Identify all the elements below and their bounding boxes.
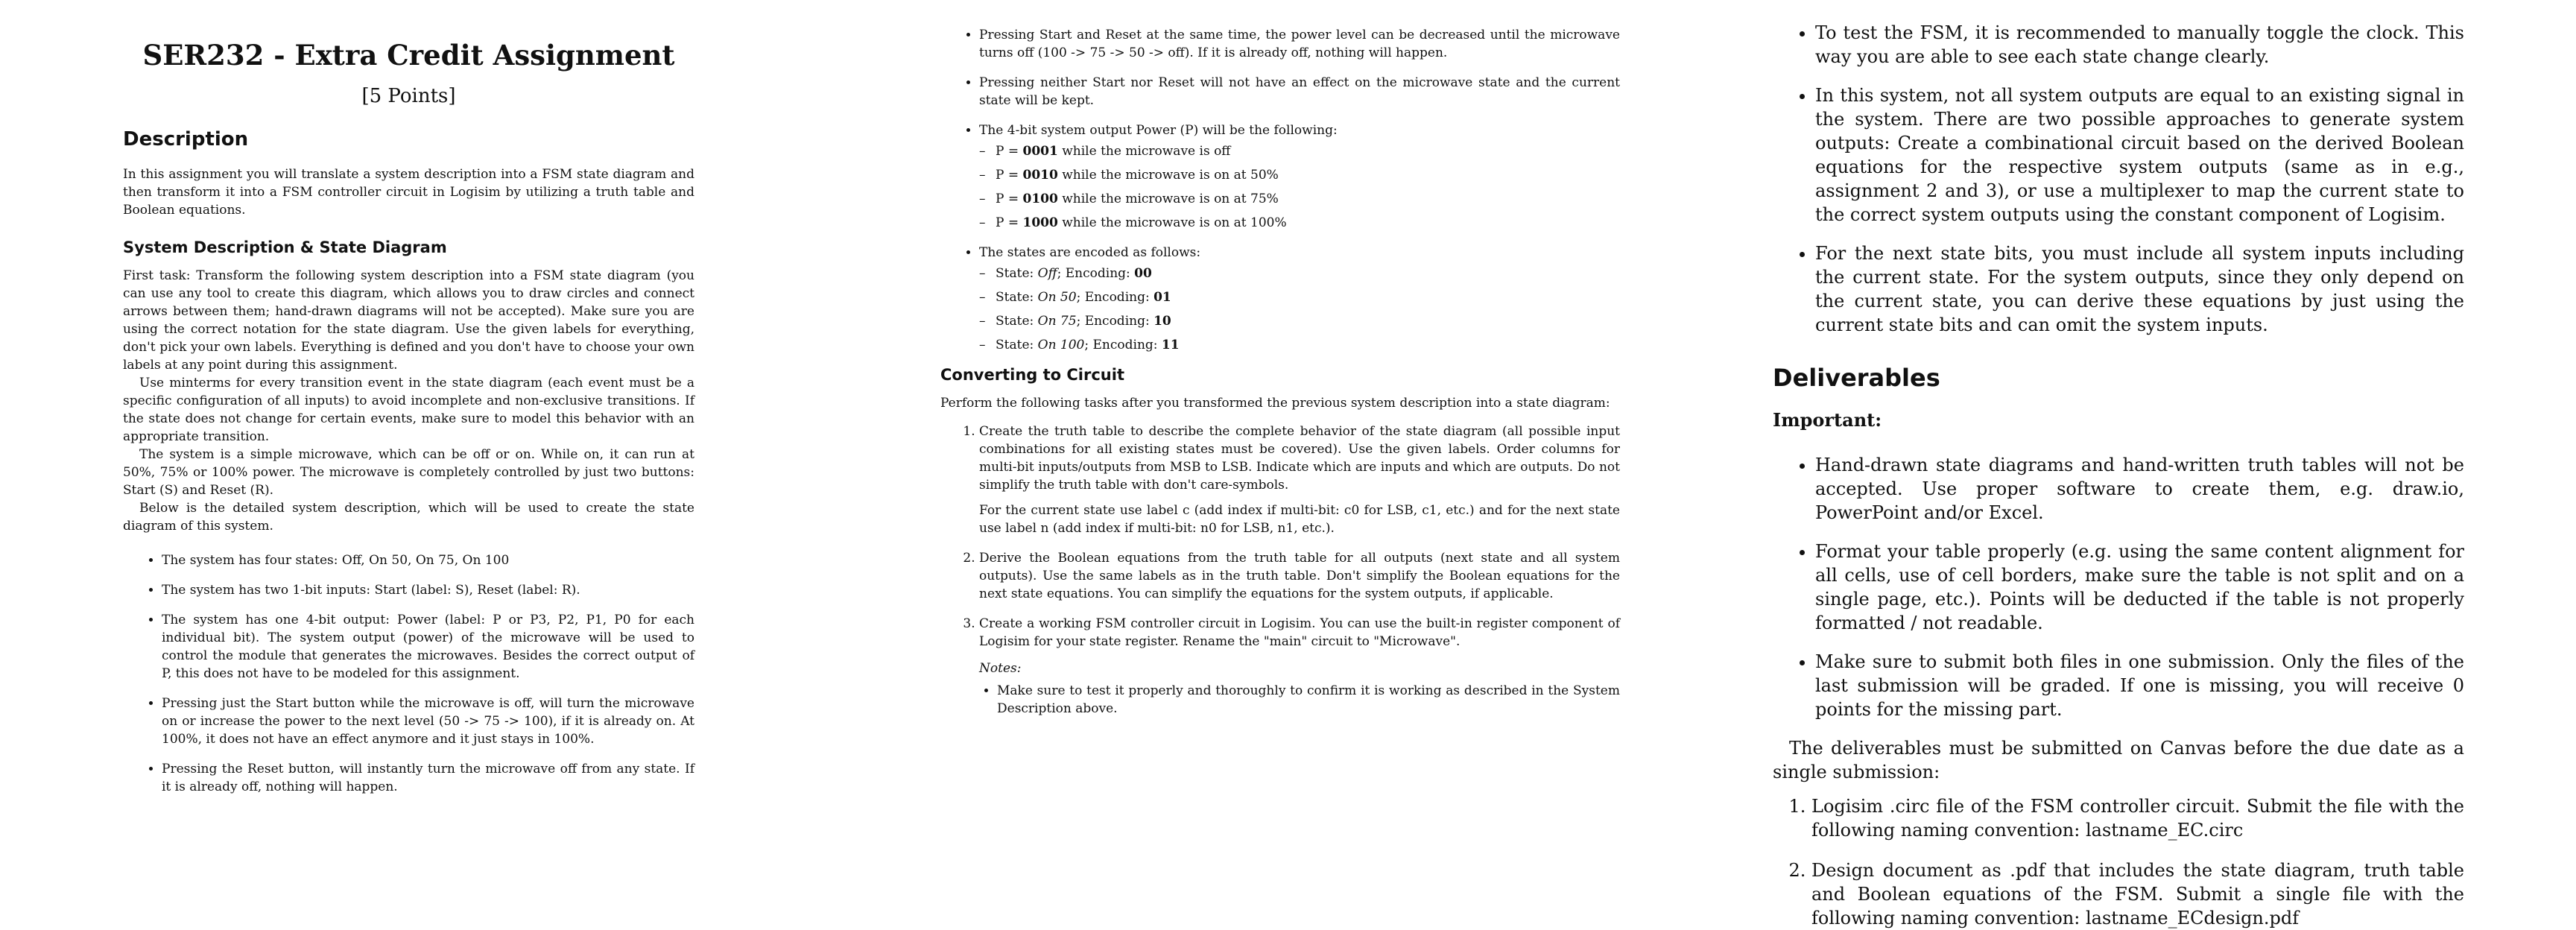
task-subtext: For the current state use label c (add index if multi-bit: c0 for LSB, c1, etc.) and for the next state use label n (add index if multi-bit: n0 for LSB, n1, etc.). [979, 503, 1620, 536]
points-label: [5 Points] [361, 85, 456, 107]
state-item: – State: On 50; Encoding: 01 [996, 288, 1620, 306]
state-encoding: 11 [1161, 338, 1180, 352]
list-item: • The system has one 4-bit output: Power (label: P or P3, P2, P1, P0 for each individual bit). The system output (power) of the microwave will be used to control the module that generates the microwaves. Besides the correct output of P, this does not have to be modeled for this assignment. [162, 611, 694, 683]
important-list [1773, 453, 2464, 721]
task-text: Create the truth table to describe the complete behavior of the state diagram (all possible input combinations for all existing states must be covered). Use the given labels. Order columns for multi-bit inputs/outputs from MSB to LSB. Indicate which are inputs and which are outputs. Do not simplify the truth table with don't care-symbols. [979, 424, 1620, 493]
page-2 [858, 0, 1717, 876]
page-3 [1717, 0, 2576, 929]
list-item: • The system has two 1-bit inputs: Start (label: S), Reset (label: R). [162, 581, 694, 599]
list-item: • Pressing neither Start nor Reset will not have an effect on the microwave state and the current state will be kept. [979, 74, 1620, 110]
state-item: – State: On 100; Encoding: 11 [996, 336, 1620, 354]
state-item: – State: Off; Encoding: 00 [996, 265, 1620, 282]
list-item: • Make sure to submit both files in one submission. Only the files of the last submission will be graded. If one is missing, you will receive 0 points for the missing part. [1815, 650, 2464, 721]
output-code: 0001 [1022, 144, 1058, 159]
output-item: – P = 0001 while the microwave is off [996, 142, 1620, 160]
output-item: – P = 0010 while the microwave is on at 50% [996, 166, 1620, 184]
output-item: – P = 0100 while the microwave is on at 75% [996, 190, 1620, 208]
task-item [979, 615, 1620, 718]
paragraph: First task: Transform the following system description into a FSM state diagram (you can use any tool to create this diagram, which allows you to draw circles and connect arrows between them; hand-drawn diagrams will not be accepted). Make sure you are using the correct notation for the state diagram. Use the given labels for everything, don't pick your own labels. Everything is defined and you don't have to choose your own labels at any point during this assignment. [123, 268, 694, 373]
deliverables-heading: Deliverables [1773, 364, 1940, 392]
note-item: • To test the FSM, it is recommended to manually toggle the clock. This way you are able to see each state change clearly. [1815, 21, 2464, 69]
state-name: On 50 [1037, 290, 1077, 305]
output-item: – P = 1000 while the microwave is on at 100% [996, 214, 1620, 232]
states-intro: The states are encoded as follows: [979, 245, 1201, 260]
note-item: • In this system, not all system outputs are equal to an existing signal in the system. There are two possible approaches to generate system outputs: Create a combinational circuit based on the derived Boolean equations for the respective system outputs (same as in e.g., assignment 2 and 3), or use a multiplexer to map the current state to the correct system outputs using the constant component of Logisim. [1815, 83, 2464, 227]
output-intro: The 4-bit system output Power (P) will be the following: [979, 123, 1338, 138]
list-item [979, 244, 1620, 354]
list-item: • Hand-drawn state diagrams and hand-written truth tables will not be accepted. Use proper software to create them, e.g. draw.io, PowerPoint and/or Excel. [1815, 453, 2464, 525]
output-text: while the microwave is on at 75% [1062, 192, 1279, 206]
notes-label: Notes: [979, 661, 1022, 676]
notes-list-continued [1773, 21, 2464, 337]
state-name: On 100 [1037, 338, 1085, 352]
state-item: – State: On 75; Encoding: 10 [996, 312, 1620, 330]
output-text: while the microwave is on at 50% [1062, 168, 1279, 183]
system-bullets-continued [940, 26, 1620, 354]
state-encoding: 00 [1134, 266, 1152, 281]
list-item [979, 121, 1620, 232]
page-1 [0, 0, 858, 876]
output-list [979, 142, 1620, 232]
state-name: On 75 [1037, 314, 1077, 329]
important-label: Important: [1773, 409, 1882, 431]
output-text: while the microwave is on at 100% [1062, 215, 1287, 230]
output-code: 0100 [1022, 192, 1058, 206]
list-item: • Pressing the Reset button, will instantly turn the microwave off from any state. If it is already off, nothing will happen. [162, 760, 694, 796]
system-description-heading: System Description & State Diagram [123, 238, 447, 256]
paragraph: Below is the detailed system description, which will be used to create the state diagram of this system. [123, 501, 694, 534]
converting-intro: Perform the following tasks after you transformed the previous system description into a state diagram: [940, 396, 1610, 411]
document-title: SER232 - Extra Credit Assignment [142, 39, 675, 72]
task-item: 2. Derive the Boolean equations from the truth table for all outputs (next state and all system outputs). Use the same labels as in the truth table. Don't simplify the Boolean equations for the next state equations. You can simplify the equations for the system outputs, if applicable. [979, 549, 1620, 603]
list-item: • Format your table properly (e.g. using the same content alignment for all cells, use of cell borders, make sure the table is not split and on a single page, etc.). Points will be deducted if the table is not properly formatted / not readable. [1815, 540, 2464, 635]
list-item: • The system has four states: Off, On 50, On 75, On 100 [162, 551, 694, 569]
submission-text: The deliverables must be submitted on Canvas before the due date as a single submission: [1773, 738, 2464, 782]
description-heading: Description [123, 128, 249, 151]
list-item: • Pressing just the Start button while the microwave is off, will turn the microwave on or increase the power to the next level (50 -> 75 -> 100), if it is already on. At 100%, it does not have an effect anymore and it just stays in 100%. [162, 695, 694, 748]
list-item: • Pressing Start and Reset at the same time, the power level can be decreased until the microwave turns off (100 -> 75 -> 50 -> off). If it is already off, nothing will happen. [979, 26, 1620, 62]
system-bullets [123, 551, 694, 796]
note-item: • For the next state bits, you must include all system inputs including the current state. For the system outputs, since they only depend on the current state, you can derive these equations by just using the current state bits and can omit the system inputs. [1815, 241, 2464, 337]
paragraph: Use minterms for every transition event in the state diagram (each event must be a specific configuration of all inputs) to avoid incomplete and non-exclusive transitions. If the state does not change for certain events, make sure to model this behavior with an appropriate transition. [123, 376, 694, 444]
state-name: Off [1037, 266, 1057, 281]
output-text: while the microwave is off [1062, 144, 1231, 159]
deliverables-list [1773, 794, 2464, 930]
output-code: 1000 [1022, 215, 1058, 230]
deliverable-item: 2. Design document as .pdf that includes the state diagram, truth table and Boolean equations of the FSM. Submit a single file with the following naming convention: lastname_ECdesign.pdf [1811, 858, 2464, 930]
paragraph: The system is a simple microwave, which can be off or on. While on, it can run at 50%, 75% or 100% power. The microwave is completely controlled by just two buttons: Start (S) and Reset (R). [123, 447, 694, 498]
state-encoding: 01 [1153, 290, 1171, 305]
notes-list [979, 682, 1620, 718]
task-text: Create a working FSM controller circuit in Logisim. You can use the built-in register component of Logisim for your state register. Rename the "main" circuit to "Microwave". [979, 616, 1620, 649]
task-item [979, 423, 1620, 537]
output-code: 0010 [1022, 168, 1058, 183]
task-list [940, 423, 1620, 718]
description-text: In this assignment you will translate a system description into a FSM state diagram and then transform it into a FSM controller circuit in Logisim by utilizing a truth table and Boolean equations. [123, 167, 694, 218]
state-encoding-list [979, 265, 1620, 354]
deliverable-item: 1. Logisim .circ file of the FSM controller circuit. Submit the file with the following naming convention: lastname_EC.circ [1811, 794, 2464, 842]
note-item: • Make sure to test it properly and thoroughly to confirm it is working as described in the System Description above. [997, 682, 1620, 718]
converting-heading: Converting to Circuit [940, 366, 1124, 384]
state-encoding: 10 [1153, 314, 1171, 329]
